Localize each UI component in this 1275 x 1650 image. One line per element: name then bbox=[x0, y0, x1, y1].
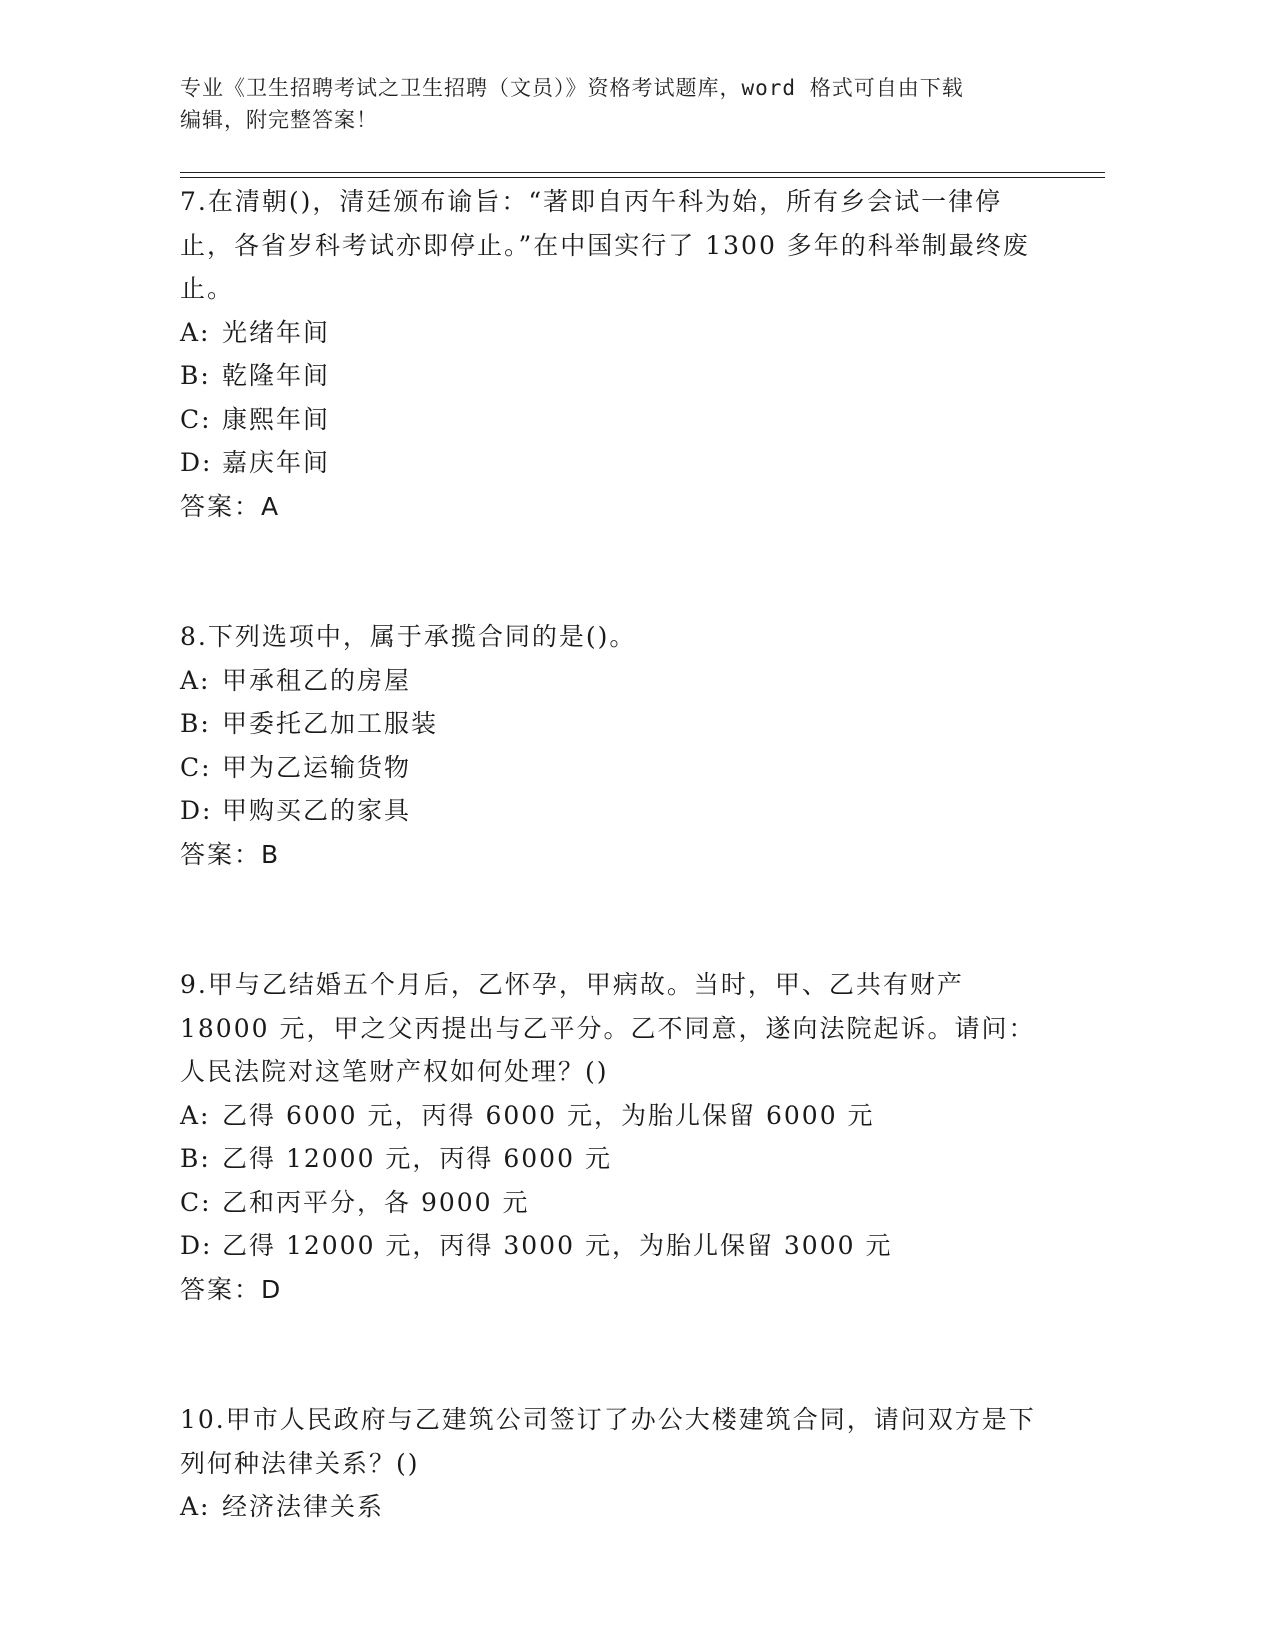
option-d bbox=[180, 789, 1040, 833]
option-key: B: bbox=[180, 709, 211, 738]
answer-line: 答案：A bbox=[180, 491, 281, 521]
option-key: A: bbox=[180, 1492, 211, 1521]
option-text: 乾隆年间 bbox=[222, 361, 331, 390]
option-text: 乙得 12000 元，丙得 6000 元 bbox=[222, 1144, 612, 1173]
option-text: 甲委托乙加工服装 bbox=[222, 709, 439, 738]
option-d bbox=[180, 1224, 1040, 1268]
option-key: A: bbox=[180, 317, 211, 347]
option-key: B: bbox=[180, 1144, 211, 1173]
option-text: 甲为乙运输货物 bbox=[222, 752, 412, 782]
question-stem: 9.甲与乙结婚五个月后，乙怀孕，甲病故。当时，甲、乙共有财产 18000 元，甲之父丙提出与乙平分。乙不同意，遂向法院起诉。请问：人民法院对这笔财产权如何处理？() bbox=[180, 970, 1036, 1086]
option-text: 乙和丙平分，各 9000 元 bbox=[222, 1187, 530, 1217]
option-text: 光绪年间 bbox=[222, 317, 331, 347]
question-list bbox=[180, 180, 1040, 1529]
question-stem: 10.甲市人民政府与乙建筑公司签订了办公大楼建筑合同，请问双方是下列何种法律关系？() bbox=[180, 1405, 1036, 1478]
question-8 bbox=[180, 615, 1040, 876]
option-c bbox=[180, 746, 1040, 790]
header-divider-bottom bbox=[180, 177, 1105, 178]
option-a bbox=[180, 311, 1040, 355]
option-text: 甲承租乙的房屋 bbox=[222, 665, 412, 695]
question-stem: 8.下列选项中，属于承揽合同的是()。 bbox=[180, 622, 637, 651]
option-a bbox=[180, 1485, 1040, 1529]
option-a bbox=[180, 659, 1040, 703]
option-key: A: bbox=[180, 665, 211, 695]
option-text: 甲购买乙的家具 bbox=[222, 796, 412, 825]
option-key: A: bbox=[180, 1100, 211, 1130]
spacer bbox=[180, 1311, 1040, 1398]
question-7 bbox=[180, 180, 1040, 528]
option-c bbox=[180, 1181, 1040, 1225]
option-text: 嘉庆年间 bbox=[222, 448, 331, 477]
option-text: 经济法律关系 bbox=[222, 1492, 385, 1521]
option-key: D: bbox=[180, 1231, 213, 1260]
option-text: 乙得 12000 元，丙得 3000 元，为胎儿保留 3000 元 bbox=[222, 1231, 893, 1260]
option-b bbox=[180, 1137, 1040, 1181]
header-divider-top bbox=[180, 172, 1105, 173]
answer-line: 答案：D bbox=[180, 1274, 283, 1304]
header-line-1: 专业《卫生招聘考试之卫生招聘（文员）》资格考试题库，word 格式可自由下载 bbox=[180, 76, 964, 100]
option-b bbox=[180, 702, 1040, 746]
document-header bbox=[180, 72, 1040, 136]
option-c bbox=[180, 398, 1040, 442]
question-10 bbox=[180, 1398, 1040, 1529]
option-b bbox=[180, 354, 1040, 398]
option-key: B: bbox=[180, 361, 211, 390]
option-key: C: bbox=[180, 752, 212, 782]
option-key: C: bbox=[180, 404, 212, 434]
option-key: D: bbox=[180, 448, 213, 477]
spacer bbox=[180, 876, 1040, 963]
option-a bbox=[180, 1094, 1040, 1138]
spacer bbox=[180, 528, 1040, 615]
option-key: C: bbox=[180, 1187, 212, 1217]
question-9 bbox=[180, 963, 1040, 1311]
header-line-2: 编辑，附完整答案！ bbox=[180, 108, 378, 132]
answer-line: 答案：B bbox=[180, 839, 281, 869]
option-d bbox=[180, 441, 1040, 485]
option-text: 康熙年间 bbox=[222, 404, 331, 434]
option-key: D: bbox=[180, 796, 213, 825]
question-stem: 7.在清朝()，清廷颁布谕旨：“著即自丙午科为始，所有乡会试一律停止，各省岁科考试亦即停止。”在中国实行了 1300 多年的科举制最终废止。 bbox=[180, 187, 1030, 303]
option-text: 乙得 6000 元，丙得 6000 元，为胎儿保留 6000 元 bbox=[222, 1100, 875, 1130]
